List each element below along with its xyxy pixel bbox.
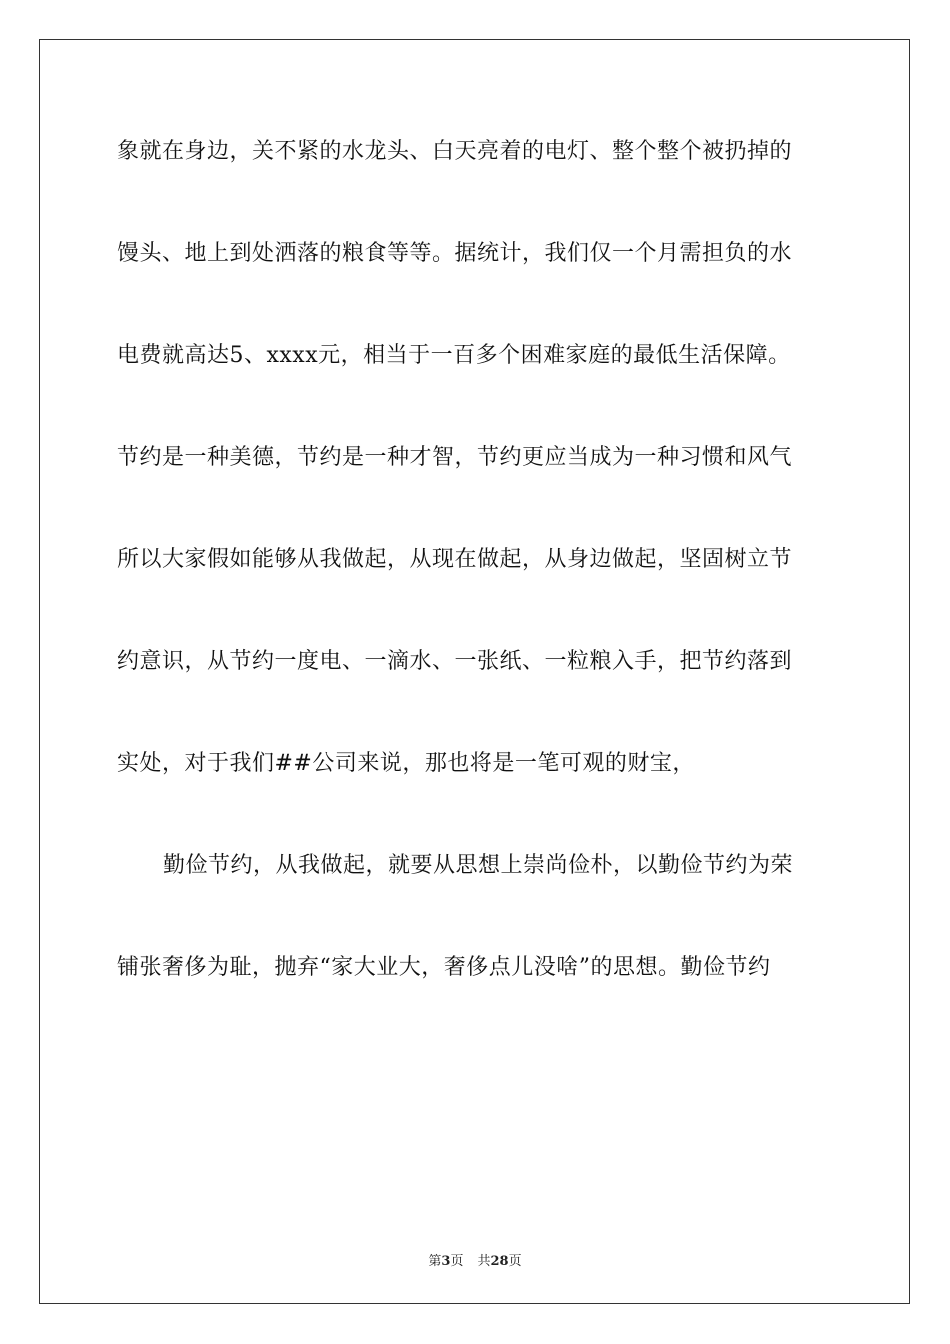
page-suffix: 页 [450,1254,464,1269]
document-body [117,130,835,1048]
text-line-1: 象就在身边，关不紧的水龙头、白天亮着的电灯、整个整个被扔掉的 [117,139,793,164]
total-prefix: 共 [477,1254,491,1269]
text-line-6: 约意识，从节约一度电、一滴水、一张纸、一粒粮入手，把节约落到 [117,649,793,674]
total-pages: 28 [490,1254,509,1269]
page-prefix: 第 [428,1254,442,1269]
text-line-8: 勤俭节约，从我做起，就要从思想上崇尚俭朴，以勤俭节约为荣 [163,853,794,878]
text-line-2: 馒头、地上到处洒落的粮食等等。据统计，我们仅一个月需担负的水 [117,241,793,266]
text-line-5: 所以大家假如能够从我做起，从现在做起，从身边做起，坚固树立节 [117,547,793,572]
text-line-4: 节约是一种美德，节约是一种才智，节约更应当成为一种习惯和风气 [117,445,793,470]
text-line-7: 实处，对于我们##公司来说，那也将是一笔可观的财宝， [117,751,695,776]
page-number: 3 [441,1254,451,1269]
total-suffix: 页 [508,1254,522,1269]
page-footer [0,1250,950,1269]
text-line-9: 铺张奢侈为耻，抛弃“家大业大，奢侈点儿没啥”的思想。勤俭节约 [117,955,771,980]
text-line-3: 电费就高达5、xxxx元，相当于一百多个困难家庭的最低生活保障。 [117,343,791,368]
